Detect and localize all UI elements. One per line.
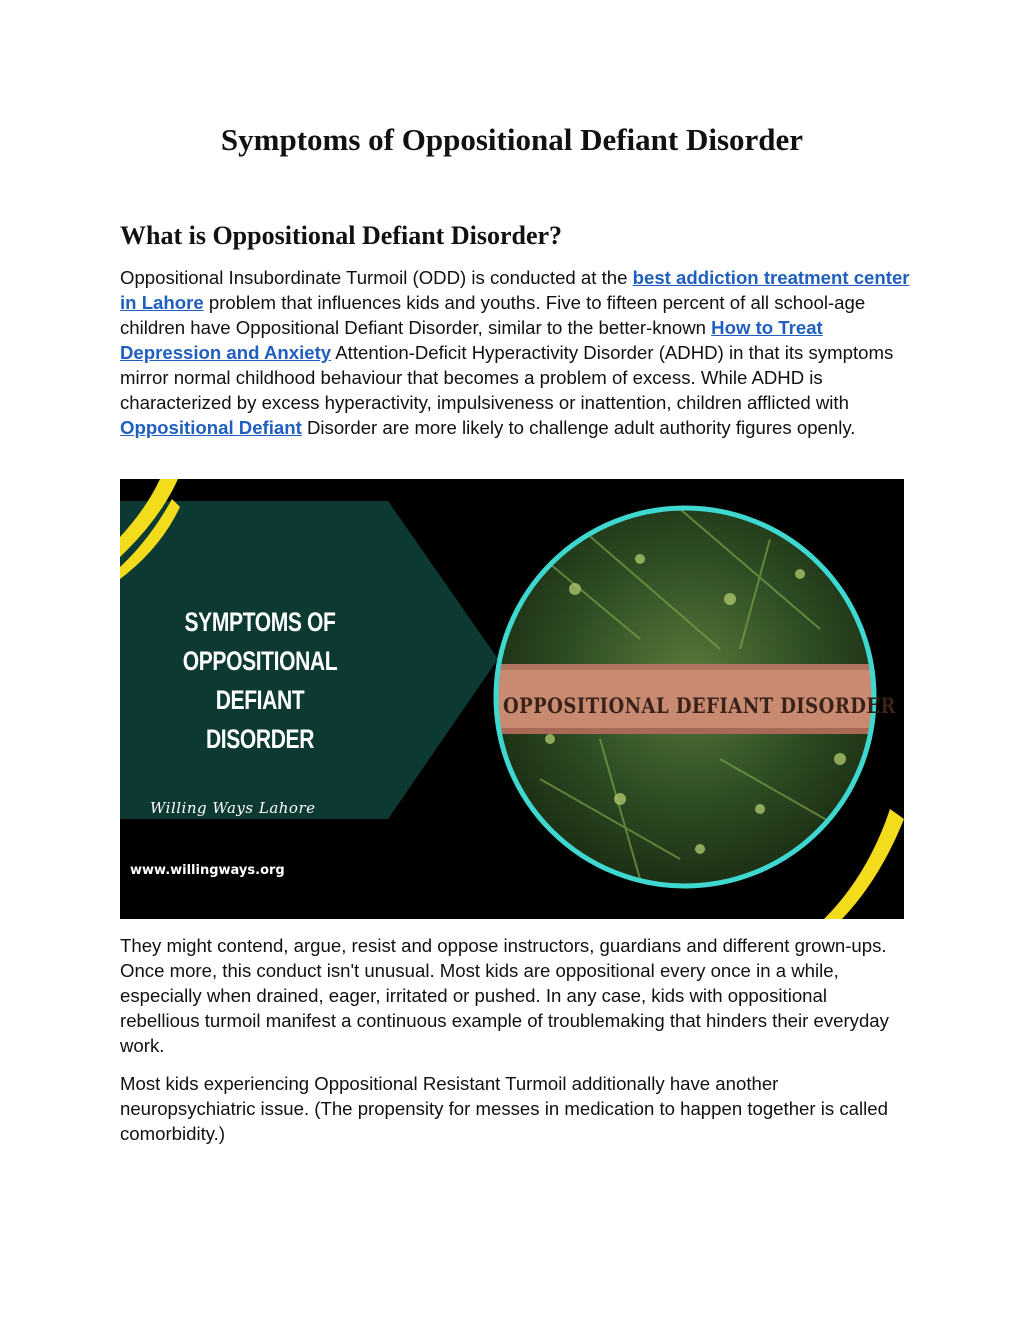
banner-image [120,479,904,919]
section-heading: What is Oppositional Defiant Disorder? [120,221,563,250]
paragraph-3: Most kids experiencing Oppositional Resistant Turmoil additionally have another neuropsychiatric issue. (The propensity for messes in medication to happen together is called comorbidity.) [120,1073,888,1144]
banner-heading [159,603,362,759]
paragraph-2: They might contend, argue, resist and oppose instructors, guardians and different grown-ups. Once more, this conduct isn't unusual. Most kids are oppositional every once in a while, especially when drained, eager, irritated or pushed. In any case, kids with oppositional rebellious turmoil manifest a continuous example of troublemaking that hinders their everyday work. [120,935,889,1056]
oppositional-defiant-link[interactable]: Oppositional Defiant [120,417,302,438]
banner-heading-line: DISORDER [205,724,315,754]
banner-heading-line: SYMPTOMS OF [184,607,336,637]
intro-text-4: Disorder are more likely to challenge adult authority figures openly. [301,417,856,438]
addiction-center-link[interactable]: best addiction treatment center in Lahore [120,267,910,313]
banner-signature: Willing Ways Lahore [150,799,316,817]
intro-text-2: problem that influences kids and youths. Five to fifteen percent of all school-age children have Oppositional Defiant Disorder, similar to the better-known [120,292,866,338]
intro-paragraph [120,265,910,440]
page-title: Symptoms of Oppositional Defiant Disorder [220,122,804,157]
banner-url: www.willingways.org [130,863,285,878]
intro-text-3: Attention-Deficit Hyperactivity Disorder (ADHD) in that its symptoms mirror normal childhood behaviour that becomes a problem of excess. While ADHD is characterized by excess hyperactivity, impulsiveness or inattention, children afflicted with [120,342,894,413]
banner-heading-line: OPPOSITIONAL DEFIANT [182,646,338,715]
intro-text-1: Oppositional Insubordinate Turmoil (ODD) is conducted at the [120,267,633,288]
plaque-text: OPPOSITIONAL DEFIANT DISORDER [503,693,896,718]
depression-anxiety-link[interactable]: How to Treat Depression and Anxiety [120,317,823,363]
